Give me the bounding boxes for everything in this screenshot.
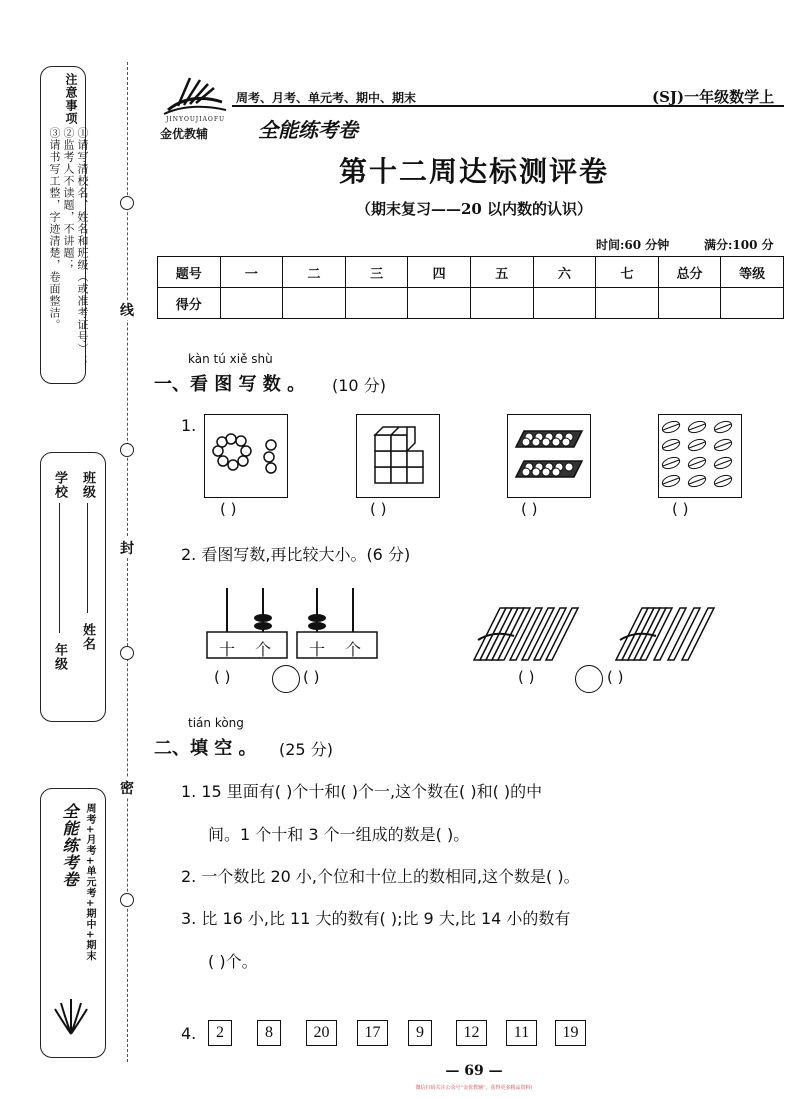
- brand-book-logo-icon: [160, 72, 230, 122]
- cut-word-line: 线: [120, 300, 134, 320]
- abacus-ones-label: 个: [255, 640, 272, 659]
- table-cell: 五: [470, 257, 533, 288]
- binding-hole: [120, 646, 134, 660]
- q2-text: 2. 看图写数,再比较大小。(6 分): [181, 545, 411, 564]
- page-subtitle: （期末复习——20 以内数的认识）: [355, 200, 593, 218]
- section1-title: 一、看 图 写 数 。: [154, 374, 306, 395]
- compare-blank-right[interactable]: ( ): [607, 668, 624, 686]
- number-card[interactable]: 19: [555, 1020, 586, 1046]
- number-card[interactable]: 11: [506, 1020, 537, 1046]
- field-grade: 年级: [52, 643, 67, 671]
- page-number: — 69 —: [445, 1063, 503, 1079]
- note-3: ③请书写工整，字迹清楚，卷面整洁。: [48, 127, 61, 331]
- abacus-tens-label: 十: [219, 640, 236, 659]
- compare-circle[interactable]: [272, 665, 300, 693]
- number-card[interactable]: 17: [357, 1020, 388, 1046]
- answer-blank[interactable]: ( ): [370, 500, 387, 518]
- page-title: 第十二周达标测评卷: [338, 155, 609, 188]
- circles-icon: [205, 415, 286, 496]
- compare-circle[interactable]: [575, 665, 603, 693]
- score-table: [157, 256, 784, 319]
- number-card[interactable]: 20: [306, 1020, 337, 1046]
- score-entry-cell[interactable]: [345, 288, 408, 319]
- sticks-bundle-left-icon: [470, 602, 580, 664]
- compare-blank-right[interactable]: ( ): [303, 668, 320, 686]
- s2-q4-number: 4.: [181, 1024, 197, 1043]
- side-book-logo-icon: [51, 989, 91, 1039]
- field-school: 学校: [52, 471, 67, 499]
- table-cell: 得分: [158, 288, 221, 319]
- score-entry-cell[interactable]: [283, 288, 346, 319]
- number-card[interactable]: 2: [208, 1020, 232, 1046]
- abacus-tens-label: 十: [309, 640, 326, 659]
- field-class: 班级: [80, 471, 95, 499]
- series-title: 全能练考卷: [258, 118, 358, 142]
- brand-pinyin: JINYOUJIAOFU: [166, 116, 226, 123]
- section1-score: (10 分): [332, 376, 386, 395]
- number-card[interactable]: 12: [456, 1020, 487, 1046]
- table-cell: 题号: [158, 257, 221, 288]
- score-entry-cell[interactable]: [220, 288, 283, 319]
- sticks-bundle-right-icon: [612, 602, 722, 664]
- table-cell: 七: [596, 257, 659, 288]
- table-cell: 四: [408, 257, 471, 288]
- table-cell: 六: [533, 257, 596, 288]
- section2-pinyin: tián kòng: [188, 716, 244, 730]
- picture-cubes: [356, 414, 440, 498]
- exam-types: 周考、月考、单元考、期中、期末: [236, 91, 417, 105]
- school-line[interactable]: [59, 503, 60, 633]
- q1-number: 1.: [181, 416, 197, 435]
- picture-leaves: [658, 414, 742, 498]
- time-limit: 时间:60 分钟: [596, 238, 670, 252]
- side-series-title: 全能练考卷: [60, 803, 79, 888]
- brand-name: 金优教辅: [160, 127, 209, 141]
- class-line[interactable]: [87, 503, 88, 613]
- table-cell: 一: [220, 257, 283, 288]
- score-entry-cell[interactable]: [533, 288, 596, 319]
- grade-subject: (SJ)一年级数学上: [652, 88, 775, 106]
- notes-box: [40, 66, 89, 384]
- table-cell: 二: [283, 257, 346, 288]
- section2-score: (25 分): [279, 740, 333, 759]
- footer-note: 微信扫码关注公众号“金优教辅”，获得更多精品资料!: [415, 1085, 533, 1091]
- answer-blank[interactable]: ( ): [672, 500, 689, 518]
- table-row: [158, 288, 784, 319]
- score-entry-cell[interactable]: [470, 288, 533, 319]
- picture-trays: [507, 414, 591, 498]
- leaves-icon: [659, 415, 740, 496]
- compare-blank-left[interactable]: ( ): [518, 668, 535, 686]
- s2-q1-line2: 间。1 个十和 3 个一组成的数是( )。: [208, 825, 470, 844]
- notes-title: 注意事项: [64, 73, 78, 125]
- field-name: 姓名: [80, 623, 95, 651]
- answer-blank[interactable]: ( ): [521, 500, 538, 518]
- brand-side-box: [40, 788, 106, 1058]
- side-exam-types: 周考+月考+单元考+期中+期末: [84, 803, 95, 962]
- s2-q3-line1: 3. 比 16 小,比 11 大的数有( );比 9 大,比 14 小的数有: [181, 909, 571, 928]
- score-entry-cell[interactable]: [658, 288, 721, 319]
- cut-word-seal: 封: [120, 538, 134, 558]
- table-cell: 三: [345, 257, 408, 288]
- table-cell: 等级: [721, 257, 784, 288]
- compare-blank-left[interactable]: ( ): [214, 668, 231, 686]
- table-cell: 总分: [658, 257, 721, 288]
- header-rule: [232, 105, 784, 107]
- full-score: 满分:100 分: [704, 238, 774, 252]
- score-entry-cell[interactable]: [596, 288, 659, 319]
- number-card[interactable]: 8: [257, 1020, 281, 1046]
- s2-q3-line2: ( )个。: [208, 952, 258, 971]
- note-1: ①请写清校名、姓名和班级（或准考证号）；: [76, 127, 89, 367]
- binding-hole: [120, 893, 134, 907]
- score-entry-cell[interactable]: [408, 288, 471, 319]
- cut-word-secret: 密: [120, 778, 134, 798]
- note-2: ②监考人不读题，不讲题；: [62, 127, 75, 271]
- section1-pinyin: kàn tú xiě shù: [188, 352, 273, 366]
- binding-hole: [120, 443, 134, 457]
- student-info-box: [40, 452, 106, 722]
- s2-q1-line1: 1. 15 里面有( )个十和( )个一,这个数在( )和( )的中: [181, 782, 543, 801]
- answer-blank[interactable]: ( ): [220, 500, 237, 518]
- s2-q2: 2. 一个数比 20 小,个位和十位上的数相同,这个数是( )。: [181, 867, 580, 886]
- number-card[interactable]: 9: [408, 1020, 432, 1046]
- section2-title: 二、填 空 。: [154, 738, 257, 759]
- table-row: [158, 257, 784, 288]
- trays-icon: [508, 415, 589, 496]
- abacus-ones-label: 个: [345, 640, 362, 659]
- cubes-icon: [357, 415, 438, 496]
- picture-circles: [204, 414, 288, 498]
- score-entry-cell[interactable]: [721, 288, 784, 319]
